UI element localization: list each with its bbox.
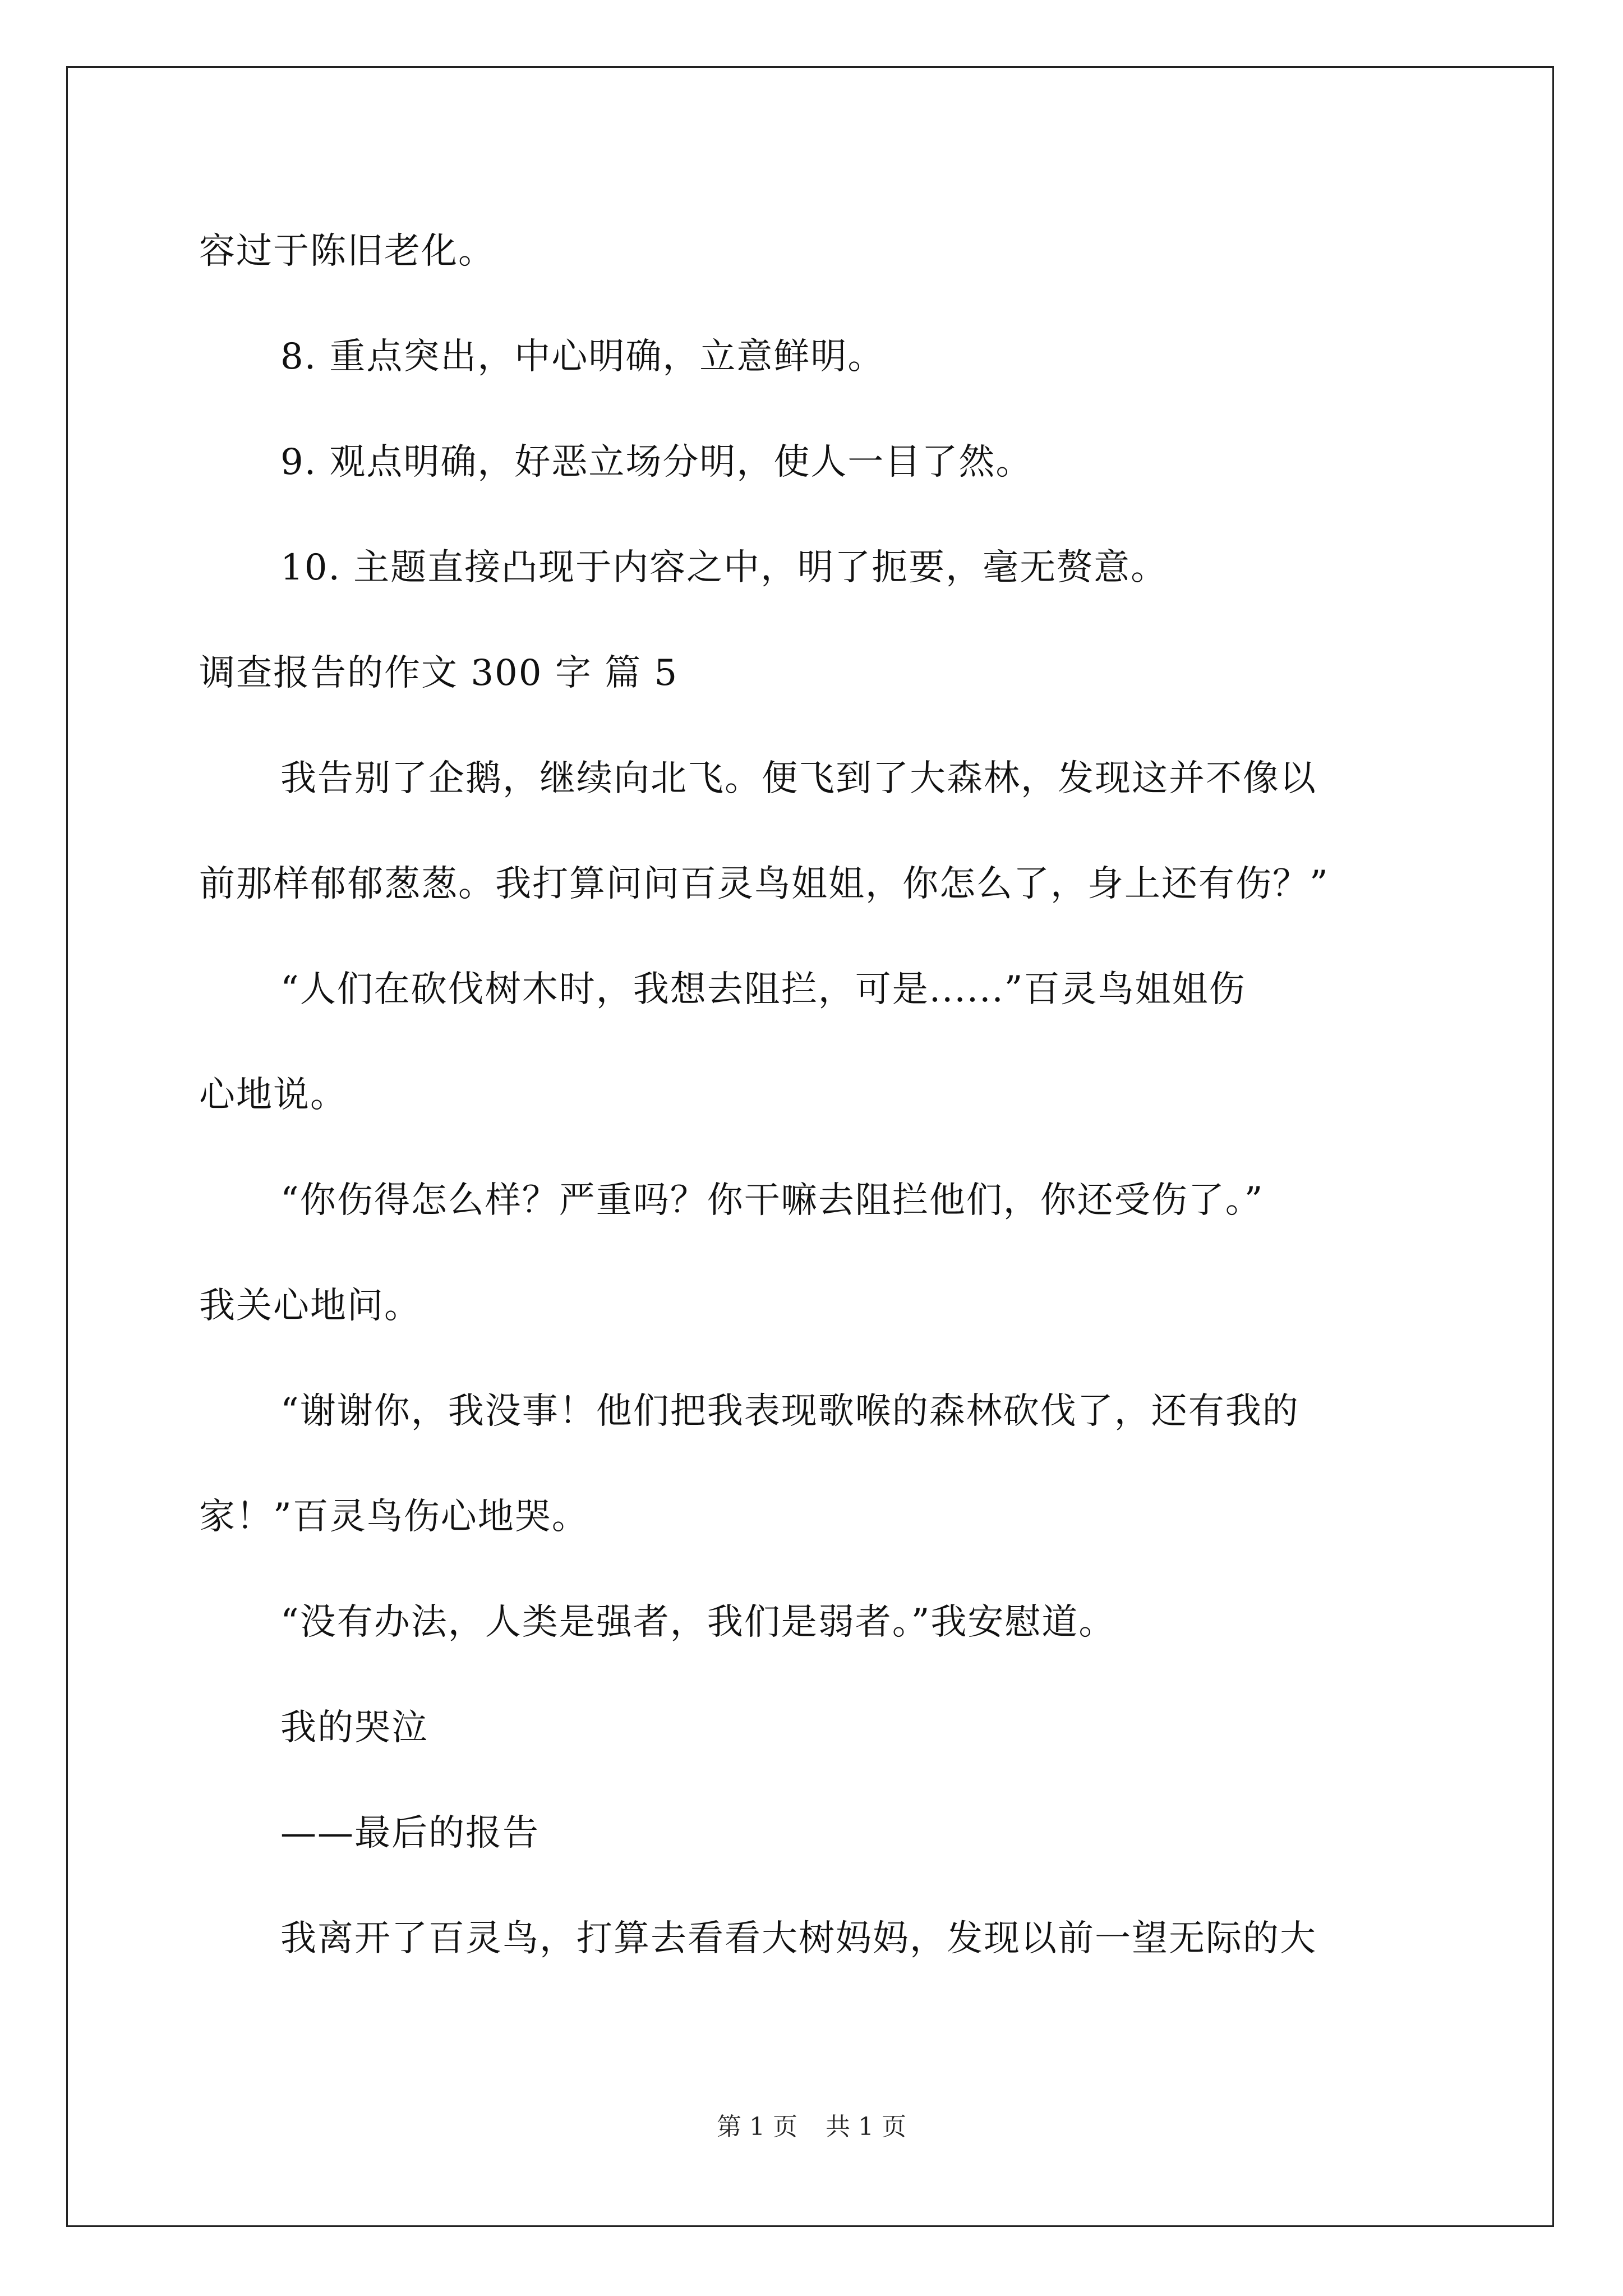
page-border [66, 66, 1554, 2227]
paragraph-line: “你伤得怎么样？严重吗？你干嘛去阻拦他们，你还受伤了。” [280, 1180, 1264, 1221]
paragraph-line: 家！”百灵鸟伤心地哭。 [199, 1496, 589, 1538]
text-line-1: 容过于陈旧老化。 [199, 231, 495, 272]
list-item-9: 9. 观点明确，好恶立场分明，使人一目了然。 [280, 441, 1033, 483]
paragraph-line: 心地说。 [199, 1074, 347, 1116]
paragraph-line: “没有办法，人类是强者，我们是弱者。”我安慰道。 [280, 1602, 1116, 1643]
paragraph-line: “人们在砍伐树木时，我想去阻拦，可是......”百灵鸟姐姐伤 [280, 969, 1246, 1010]
paragraph-line: 前那样郁郁葱葱。我打算问问百灵鸟姐姐，你怎么了，身上还有伤？” [199, 863, 1329, 905]
subtitle-line: 我的哭泣 [280, 1707, 428, 1749]
list-item-8: 8. 重点突出，中心明确，立意鲜明。 [280, 336, 885, 378]
list-item-10: 10. 主题直接凸现于内容之中，明了扼要，毫无赘意。 [280, 547, 1168, 588]
page-number-current: 第 1 页 [717, 2113, 797, 2141]
paragraph-line: “谢谢你，我没事！他们把我表现歌喉的森林砍伐了，还有我的 [280, 1391, 1299, 1432]
paragraph-line: 我关心地问。 [199, 1285, 421, 1327]
paragraph-line: 我告别了企鹅，继续向北飞。便飞到了大森林，发现这并不像以 [280, 758, 1317, 799]
paragraph-line: 我离开了百灵鸟，打算去看看大树妈妈，发现以前一望无际的大 [280, 1918, 1317, 1959]
subtitle-line: ——最后的报告 [280, 1812, 540, 1854]
page-number-total: 共 1 页 [826, 2113, 906, 2141]
page-footer [0, 2110, 1623, 2144]
section-heading: 调查报告的作文 300 字 篇 5 [199, 652, 679, 694]
